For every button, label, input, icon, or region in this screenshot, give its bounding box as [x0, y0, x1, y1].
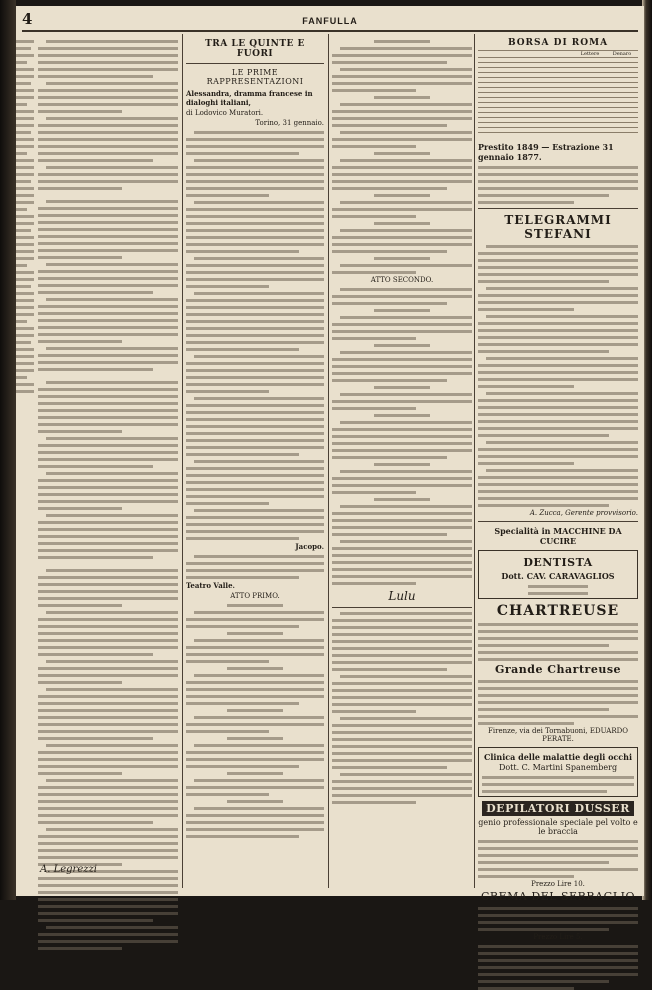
review-text: [186, 131, 324, 540]
act-marker: ATTO SECONDO.: [370, 276, 434, 284]
column-divider: [328, 34, 329, 888]
newspaper-page: [16, 6, 644, 941]
play-title: Alessandra, dramma francese in dialoghi italiani,: [186, 89, 313, 107]
scan-binding-edge: [0, 0, 16, 900]
ad-depilatori-subtitle: genio professionale speciale pel volto e le braccia: [478, 817, 638, 836]
subsection-title: LE PRIME RAPPRESENTAZIONI: [206, 68, 304, 86]
page-number: 4: [22, 10, 33, 28]
prestito-heading: Prestito 1849 — Estrazione 31 gennaio 1877.: [478, 141, 614, 162]
ad-sewing-machines: Specialità in MACCHINE DA CUCIRE: [494, 525, 622, 546]
signature-mark: Lulu: [388, 589, 416, 603]
section-rule: [186, 63, 324, 64]
play-author: di Lodovico Muratori.: [186, 109, 264, 117]
column-3-dialogue: [332, 36, 472, 886]
ad-dentist-name: Dott. CAV. CARAVAGLIOS: [501, 570, 615, 581]
ad-eye-clinic-title: Clinica delle malattie degli occhi: [483, 751, 633, 762]
borsa-table: [478, 50, 638, 138]
theatre-valle-text: [186, 555, 324, 579]
telegram-text: [478, 245, 638, 507]
column-divider: [182, 34, 183, 888]
ad-chartreuse-title: CHARTREUSE: [496, 602, 620, 619]
separator-rule: [478, 521, 638, 522]
dialogue-text-2: [332, 288, 472, 585]
telegram-title: TELEGRAMMI STEFANI: [504, 212, 612, 241]
masthead: [16, 6, 644, 32]
ad-eye-clinic-doctor: Dott. C. Martini Spanemberg: [498, 762, 618, 772]
running-title: FANFULLA: [302, 16, 358, 26]
review-signature: Jacopo.: [295, 542, 324, 551]
theatre-heading: Teatro Valle.: [186, 581, 235, 590]
ad-chartreuse-text: [478, 623, 638, 661]
borsa-title: BORSA DI ROMA: [507, 38, 609, 48]
ad-depilatori-price: Prezzo Lire 10.: [531, 879, 585, 888]
column-divider: [474, 34, 475, 888]
masthead-rule: [22, 30, 638, 32]
separator-rule: [478, 208, 638, 209]
ad-crema-title: CREMA DEL SERRAGLIO: [480, 889, 636, 903]
act-marker: ATTO PRIMO.: [230, 592, 280, 600]
printer-signature: A. Legrezzi: [40, 864, 97, 875]
ad-dentist: [478, 550, 638, 599]
ad-chartreuse-subtitle: Grande Chartreuse: [494, 662, 622, 676]
ad-chartreuse-footer: Firenze, via dei Tornabuoni, EDUARDO PERATE.: [488, 726, 628, 743]
column-2-theatre: [186, 36, 324, 886]
ad-crema-text-2: [478, 945, 638, 990]
column-1-article: [38, 36, 178, 886]
dateline: Torino, 31 gennaio.: [255, 119, 324, 127]
ad-chartreuse-text-2: [478, 680, 638, 725]
borsa-col-lettere: Lettere: [574, 51, 606, 58]
prestito-table: [478, 166, 638, 204]
article-text: [332, 612, 472, 804]
ad-depilatori-text: [478, 840, 638, 878]
column-4-borsa-ads: [478, 36, 638, 941]
separator-rule: [332, 607, 472, 608]
cropped-column-text: [16, 36, 34, 886]
borsa-col-denaro: Denaro: [606, 51, 638, 58]
section-title: TRA LE QUINTE E FUORI: [205, 39, 305, 59]
ad-dentist-title: DENTISTA: [523, 555, 593, 569]
ad-crema-text: [478, 907, 638, 931]
dialogue-text: [186, 604, 324, 838]
ad-eye-clinic: [478, 747, 638, 797]
ad-depilatori-title: DEPILATORI DUSSER: [478, 801, 638, 816]
dialogue-text: [332, 40, 472, 274]
ad-crema-price: Prezzo Lire 5.: [533, 932, 583, 941]
gerente-signature: A. Zucca, Gerente provvisorio.: [529, 508, 638, 517]
